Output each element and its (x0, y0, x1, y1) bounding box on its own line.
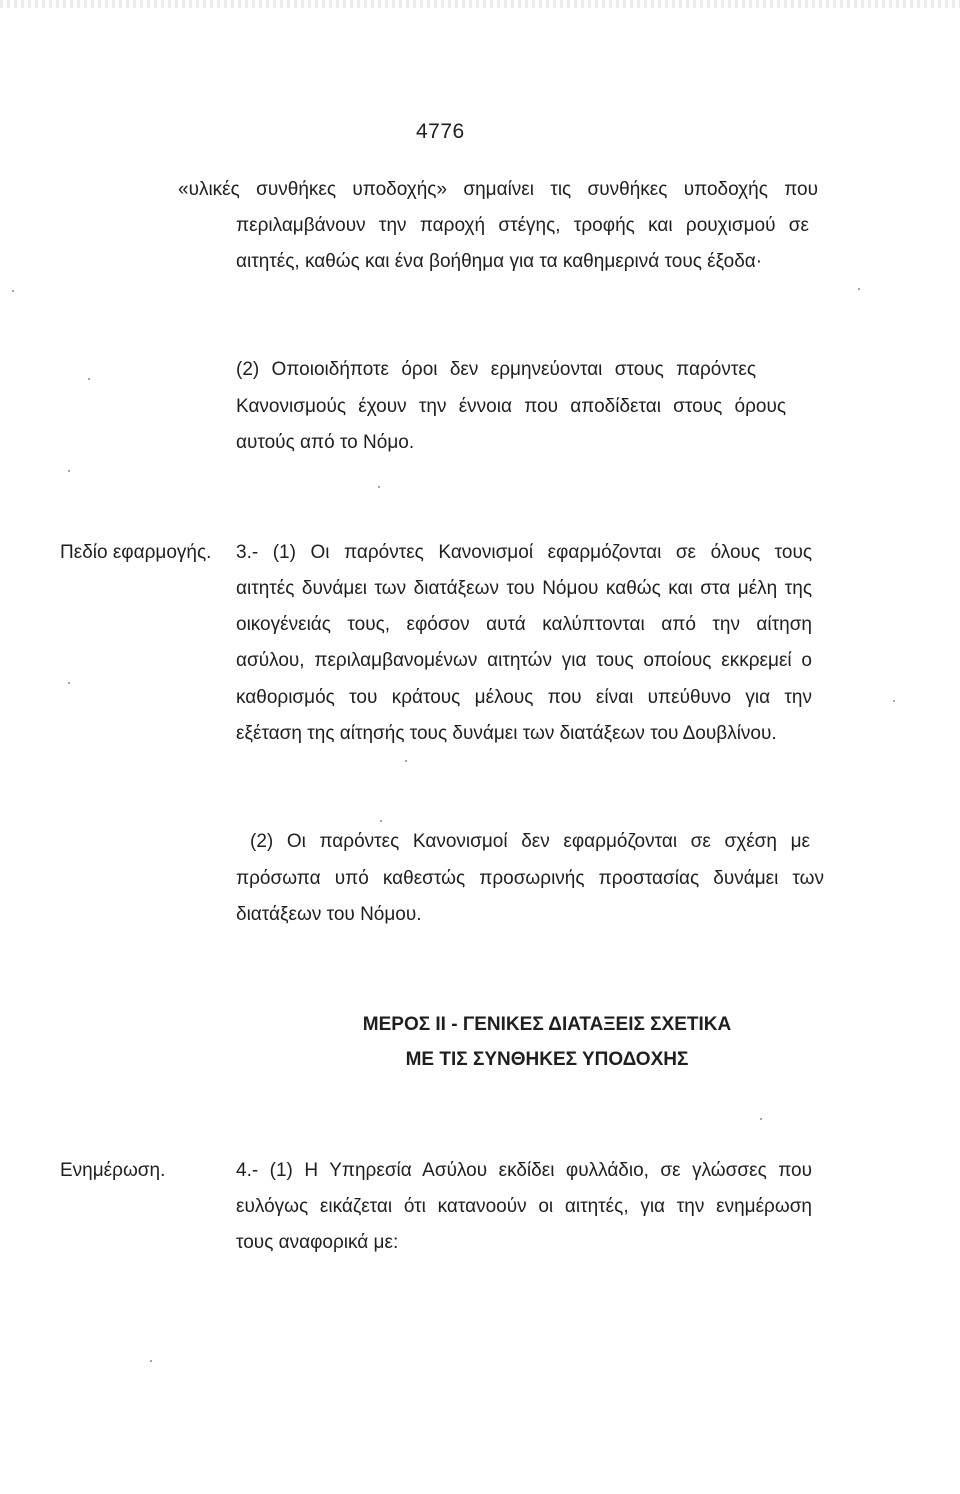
margin-note-scope: Πεδίο εφαρμογής. (60, 542, 212, 563)
paragraph-1-line-1: «υλικές συνθήκες υποδοχής» σημαίνει τις συνθήκες υποδοχής που (178, 179, 818, 200)
section-3-1-line-1: 3.- (1) Οι παρόντες Κανονισμοί εφαρμόζονται σε όλους τους (236, 542, 812, 563)
section-3-2-line-1: (2) Οι παρόντες Κανονισμοί δεν εφαρμόζονται σε σχέση με (250, 831, 810, 852)
scan-speck (893, 700, 895, 702)
paragraph-2-line-3: αυτούς από το Νόμο. (236, 432, 415, 453)
section-4-line-1: 4.- (1) Η Υπηρεσία Ασύλου εκδίδει φυλλάδιο, σε γλώσσες που (236, 1160, 812, 1181)
scan-speck (68, 682, 70, 684)
section-3-2-line-2: πρόσωπα υπό καθεστώς προσωρινής προστασίας δυνάμει των (236, 868, 824, 889)
section-4-line-2: ευλόγως εικάζεται ότι κατανοούν οι αιτητές, για την ενημέρωση (236, 1196, 812, 1217)
paragraph-1-line-2: περιλαμβάνουν την παροχή στέγης, τροφής και ρουχισμού σε (236, 215, 809, 236)
part-heading-line-2: ΜΕ ΤΙΣ ΣΥΝΘΗΚΕΣ ΥΠΟΔΟΧΗΣ (405, 1049, 689, 1070)
paragraph-2-line-1: (2) Οποιοιδήποτε όροι δεν ερμηνεύονται στους παρόντες (236, 359, 756, 380)
section-4-line-3: τους αναφορικά με: (236, 1232, 399, 1253)
paragraph-2-line-2: Κανονισμούς έχουν την έννοια που αποδίδεται στους όρους (236, 396, 786, 417)
scan-speck (88, 378, 90, 380)
part-heading-line-1: ΜΕΡΟΣ ΙΙ - ΓΕΝΙΚΕΣ ΔΙΑΤΑΞΕΙΣ ΣΧΕΤΙΚΑ (362, 1014, 732, 1035)
scan-speck (150, 1360, 152, 1362)
paragraph-1-line-3: αιτητές, καθώς και ένα βοήθημα για τα καθημερινά τους έξοδα· (236, 251, 763, 272)
scan-speck (68, 470, 70, 472)
scan-speck (760, 1118, 762, 1120)
section-3-1-line-3: οικογένειάς τους, εφόσον αυτά καλύπτονται από την αίτηση (236, 614, 812, 635)
section-3-1-line-6: εξέταση της αίτησής τους δυνάμει των διατάξεων του Δουβλίνου. (236, 723, 777, 744)
page-number: 4776 (416, 120, 465, 143)
section-3-2-line-3: διατάξεων του Νόμου. (236, 904, 422, 925)
scan-speck (380, 820, 382, 822)
scan-speck (12, 290, 14, 292)
scan-speck (378, 486, 380, 488)
section-3-1-line-2: αιτητές δυνάμει των διατάξεων του Νόμου καθώς και στα μέλη της (236, 578, 812, 599)
scan-speck (858, 288, 860, 290)
scan-artifact-top (0, 0, 960, 8)
section-3-1-line-4: ασύλου, περιλαμβανομένων αιτητών για τους οποίους εκκρεμεί ο (236, 650, 812, 671)
margin-note-information: Ενημέρωση. (60, 1160, 166, 1181)
section-3-1-line-5: καθορισμός του κράτους μέλους που είναι υπεύθυνο για την (236, 687, 812, 708)
scan-speck (405, 760, 407, 762)
